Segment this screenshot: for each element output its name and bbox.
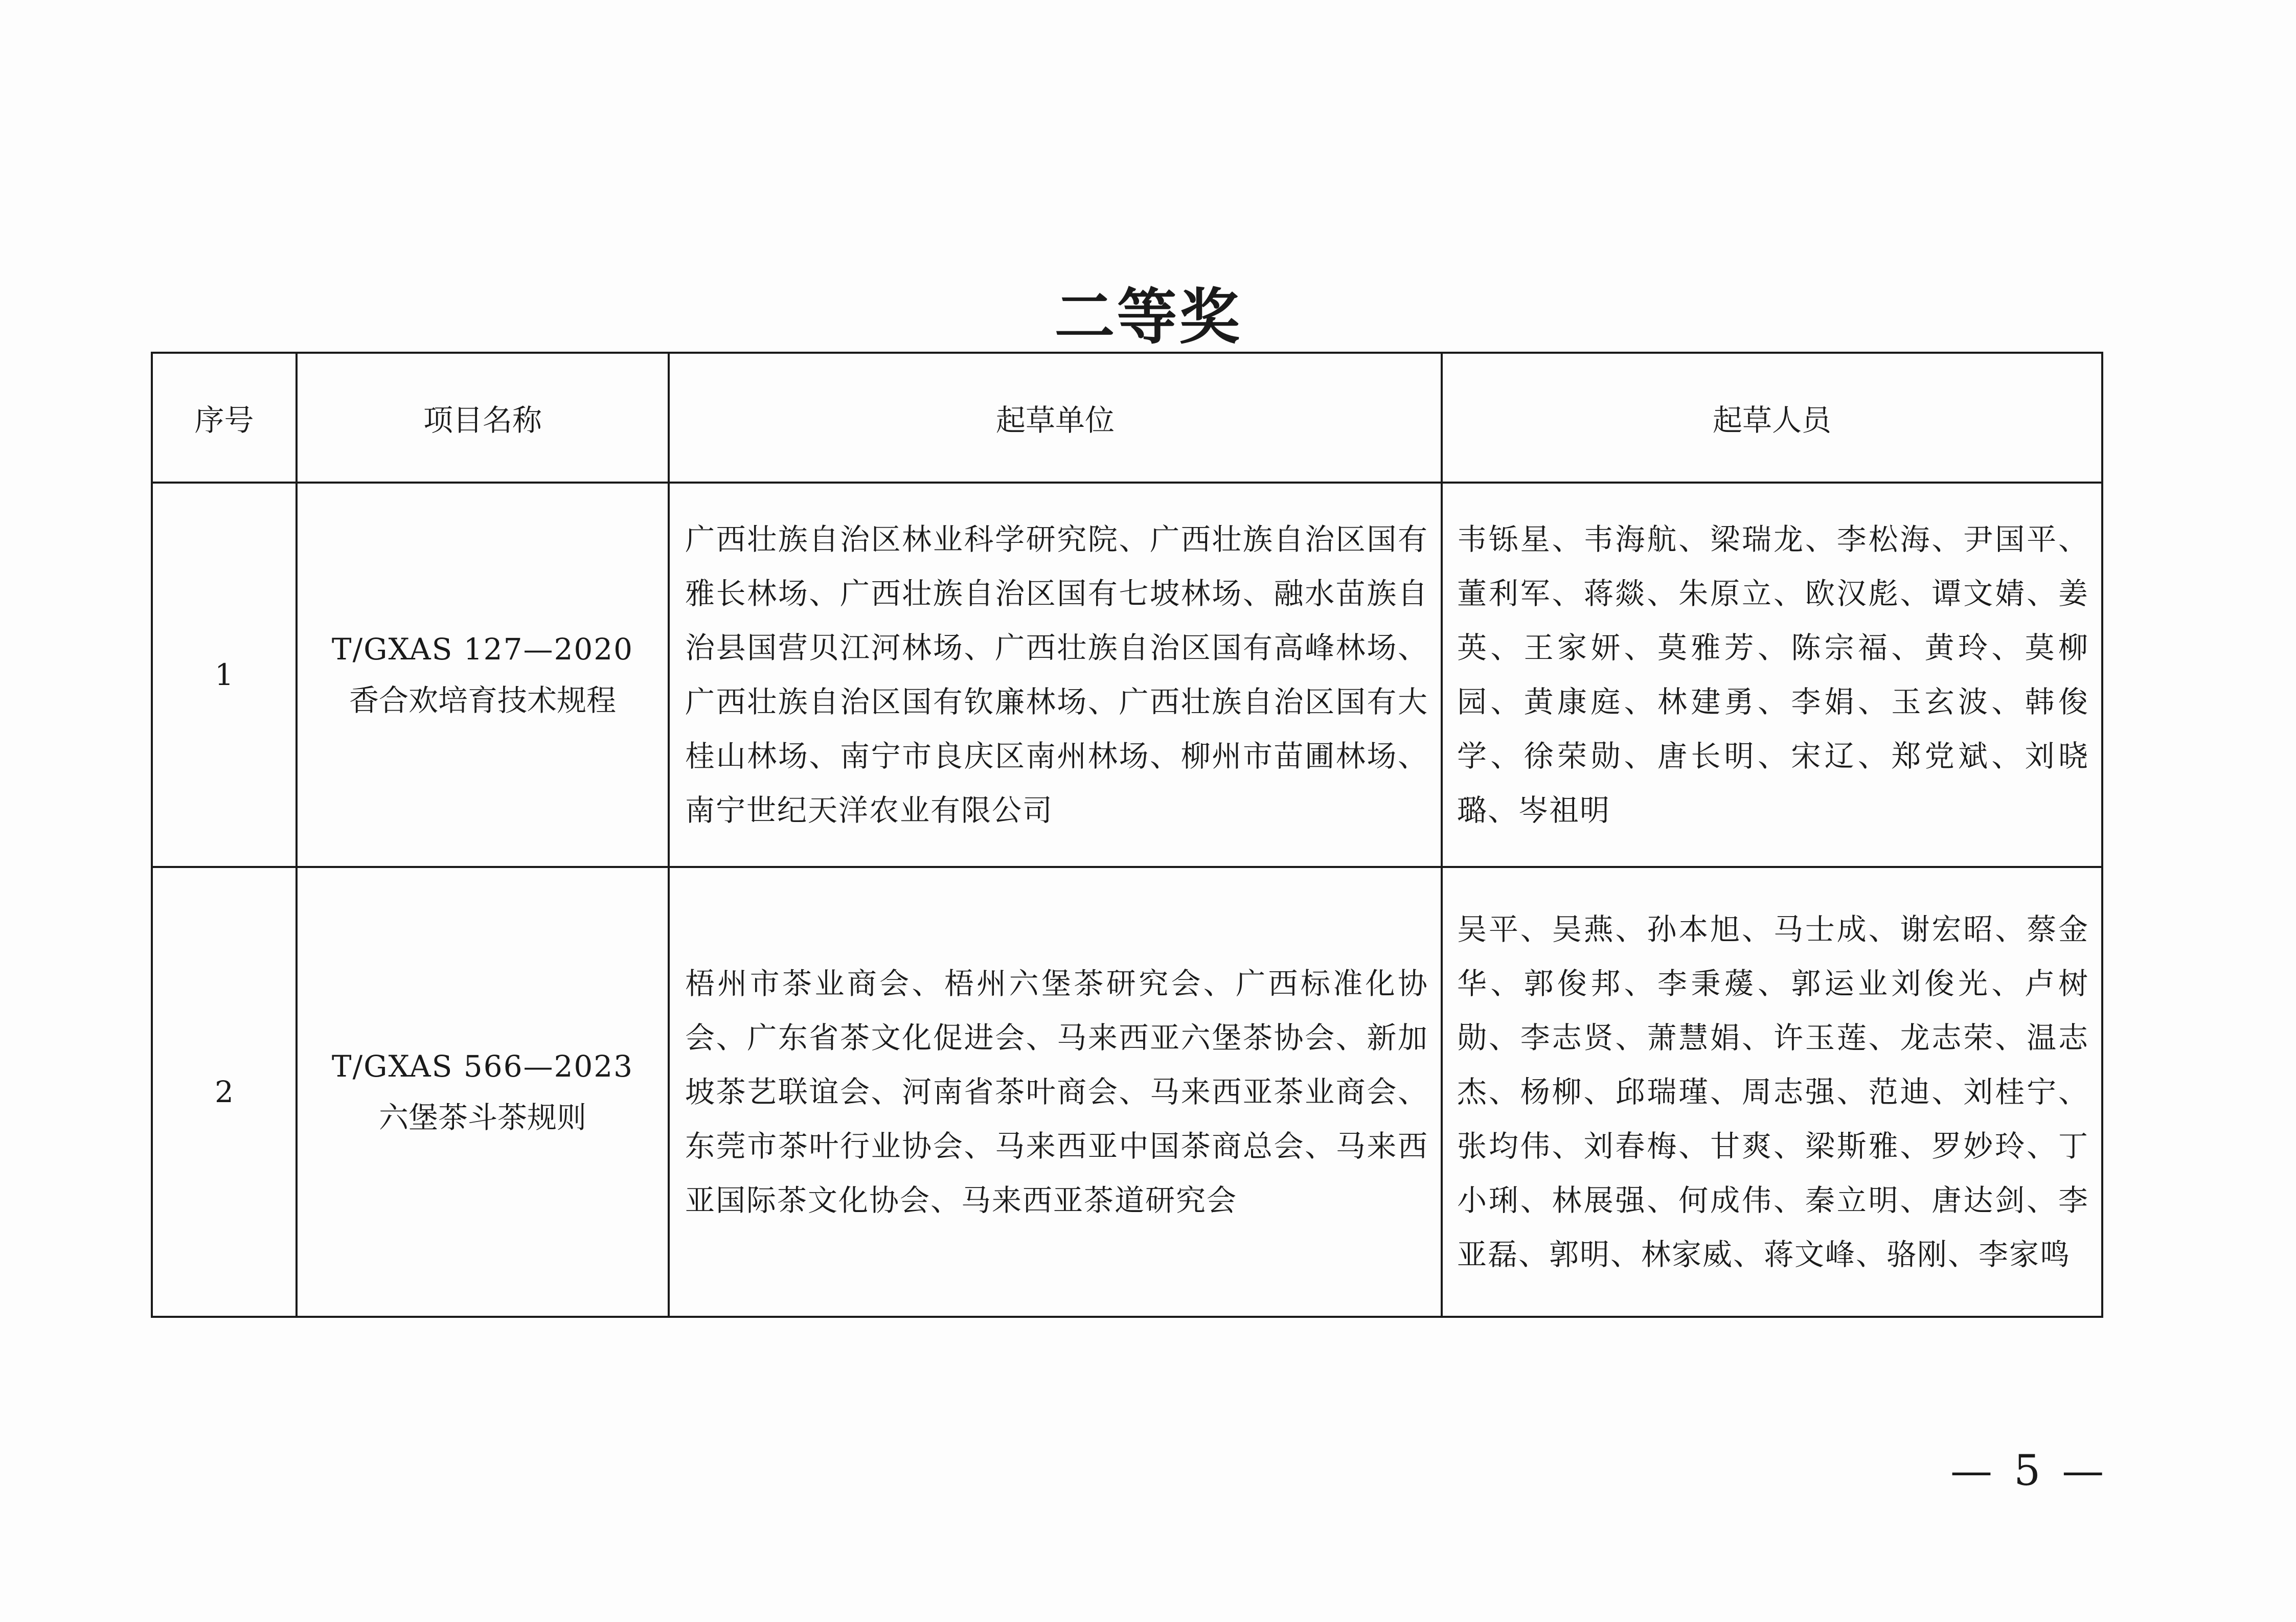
row-project [297, 483, 669, 867]
standard-code: T/GXAS 566—2023 [331, 1049, 634, 1084]
page-title: 二等奖 [1054, 282, 1242, 352]
header-project-name: 项目名称 [297, 353, 669, 483]
table-header-row [152, 353, 2102, 483]
project-name: 香合欢培育技术规程 [349, 683, 616, 718]
drafting-unit: 广西壮族自治区林业科学研究院、广西壮族自治区国有雅长林场、广西壮族自治区国有七坡林场、融水苗族自治县国营贝江河林场、广西壮族自治区国有高峰林场、广西壮族自治区国有钦廉林场、广西壮族自治区国有大桂山林场、南宁市良庆区南州林场、柳州市苗圃林场、南宁世纪天洋农业有限公司 [669, 483, 1442, 867]
project-name: 六堡茶斗茶规则 [378, 1100, 586, 1135]
table-row [152, 483, 2102, 867]
header-drafting-unit: 起草单位 [669, 353, 1442, 483]
header-seq: 序号 [152, 353, 297, 483]
standard-code: T/GXAS 127—2020 [331, 632, 634, 667]
page-number: — 5 — [1950, 1447, 2108, 1495]
row-project [297, 867, 669, 1317]
drafting-unit: 梧州市茶业商会、梧州六堡茶研究会、广西标准化协会、广东省茶文化促进会、马来西亚六堡茶协会、新加坡茶艺联谊会、河南省茶叶商会、马来西亚茶业商会、东莞市茶叶行业协会、马来西亚中国茶商总会、马来西亚国际茶文化协会、马来西亚茶道研究会 [669, 867, 1442, 1317]
table-row [152, 867, 2102, 1317]
awards-table [151, 352, 2103, 1318]
drafting-people: 吴平、吴燕、孙本旭、马士成、谢宏昭、蔡金华、郭俊邦、李秉蕿、郭运业刘俊光、卢树勋、李志贤、萧慧娟、许玉莲、龙志荣、温志杰、杨柳、邱瑞瑾、周志强、范迪、刘桂宁、张均伟、刘春梅、甘爽、梁斯雅、罗妙玲、丁小琍、林展强、何成伟、秦立明、唐达剑、李亚磊、郭明、林家威、蒋文峰、骆刚、李家鸣 [1442, 867, 2102, 1317]
drafting-people: 韦铄星、韦海航、梁瑞龙、李松海、尹国平、董利军、蒋燚、朱原立、欧汉彪、谭文婧、姜英、王家妍、莫雅芳、陈宗福、黄玲、莫柳园、黄康庭、林建勇、李娟、玉玄波、韩俊学、徐荣勋、唐长明、宋辽、郑党斌、刘晓璐、岑祖明 [1442, 483, 2102, 867]
row-seq: 2 [152, 867, 297, 1317]
header-drafting-people: 起草人员 [1442, 353, 2102, 483]
row-seq: 1 [152, 483, 297, 867]
